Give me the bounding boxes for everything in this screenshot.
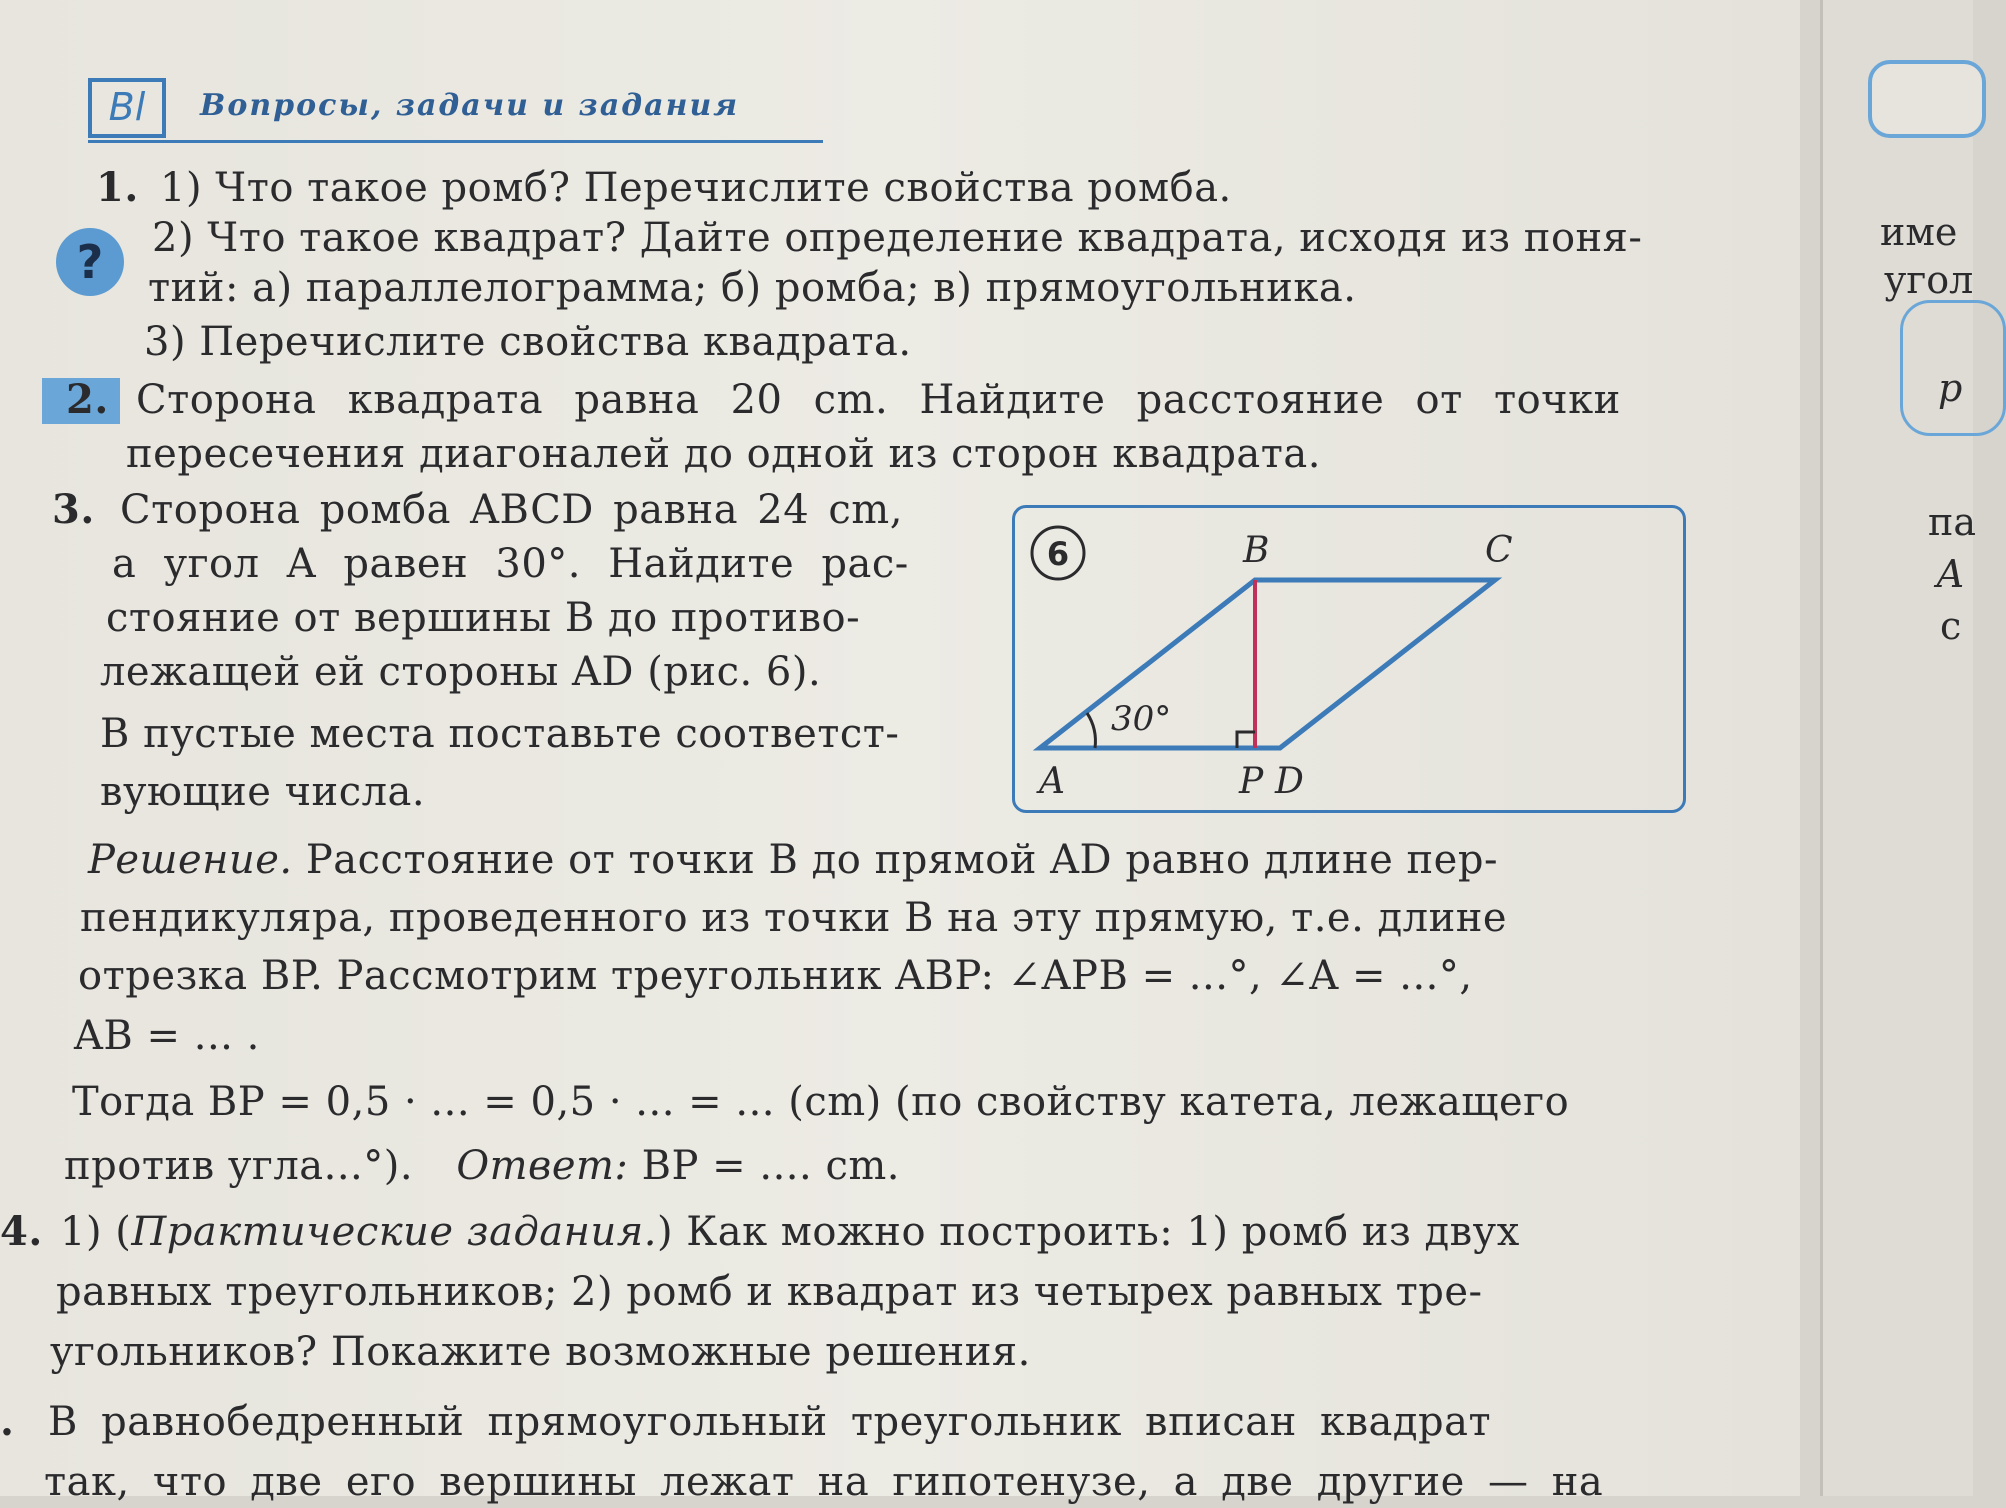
q3-line4: лежащей ей стороны AD (рис. 6).	[100, 649, 822, 695]
q1-line2: 2) Что такое квадрат? Дайте определение квадрата, исходя из поня-	[152, 215, 1643, 261]
solution-line1	[88, 834, 1498, 886]
rhombus-outline	[1040, 580, 1495, 748]
figure-number: 6	[1046, 535, 1070, 573]
right-text-2: угол	[1884, 258, 1974, 302]
q4-practical-label: Практические задания.	[131, 1209, 657, 1255]
answer-label: Ответ:	[456, 1143, 629, 1189]
vertex-b: B	[1243, 530, 1270, 571]
solution-line3: отрезка BP. Рассмотрим треугольник ABP: ∠APB = ...°, ∠A = ...°,	[78, 953, 1473, 999]
q4-line2: равных треугольников; 2) ромб и квадрат из четырех равных тре-	[56, 1269, 1483, 1315]
right-page-tab	[1868, 60, 1986, 138]
q5-line1: В равнобедренный прямоугольный треугольник вписан квадрат	[48, 1399, 1492, 1445]
vertex-c: C	[1485, 530, 1513, 571]
q3-line1: Сторона ромба ABCD равна 24 cm,	[120, 487, 903, 533]
section-title: Вопросы, задачи и задания	[200, 88, 740, 123]
solution-line2: пендикуляра, проведенного из точки B на эту прямую, т.е. длине	[80, 895, 1508, 941]
q3-number: 3.	[52, 486, 95, 533]
solution-text1: Расстояние от точки B до прямой AD равно длине пер-	[305, 837, 1498, 883]
vertex-d: D	[1275, 761, 1304, 802]
angle-arc	[1087, 713, 1095, 748]
point-p: P	[1239, 761, 1264, 802]
q3-line3: стояние от вершины B до противо-	[106, 595, 861, 641]
q3-line5: В пустые места поставьте соответст-	[100, 711, 900, 757]
rhombus-diagram	[1015, 508, 1689, 816]
q5-line2: так, что две его вершины лежат на гипотенузе, а две другие — на	[44, 1459, 1604, 1505]
q5-number: .	[0, 1398, 15, 1445]
q4-line1-end: ) Как можно построить: 1) ромб из двух	[656, 1209, 1520, 1255]
q4-number: 4.	[0, 1208, 43, 1255]
right-text-3: р	[1938, 366, 1963, 410]
q2-line1: Сторона квадрата равна 20 cm. Найдите расстояние от точки	[136, 377, 1621, 423]
q2-number: 2.	[66, 376, 109, 423]
right-text-1: име	[1880, 210, 1958, 254]
answer-text: BP = .... cm.	[641, 1143, 900, 1189]
q1-line1: 1) Что такое ромб? Перечислите свойства ромба.	[160, 165, 1232, 211]
q4-line1	[60, 1206, 1520, 1258]
figure-6	[1012, 505, 1686, 813]
solution-line4: AB = ... .	[74, 1013, 260, 1059]
question-badge: ?	[56, 228, 124, 296]
solution-text6a: против угла...°).	[64, 1143, 414, 1189]
vertex-a: A	[1039, 761, 1065, 802]
q4-line3: угольников? Покажите возможные решения.	[50, 1329, 1031, 1375]
right-text-4: па	[1928, 500, 1976, 544]
solution-line6	[64, 1140, 900, 1192]
section-header	[88, 70, 823, 143]
q1-line3: тий: а) параллелограмма; б) ромба; в) прямоугольника.	[148, 265, 1357, 311]
solution-line5: Тогда BP = 0,5 · ... = 0,5 · ... = ... (cm) (по свойству катета, лежащего	[72, 1079, 1570, 1125]
angle-label: 30°	[1111, 699, 1172, 739]
right-text-5: А	[1936, 552, 1965, 596]
q3-line2: а угол A равен 30°. Найдите рас-	[112, 541, 909, 587]
solution-label: Решение.	[88, 837, 293, 883]
q3-line6: вующие числа.	[100, 769, 426, 815]
right-text-6: с	[1940, 604, 1962, 648]
q1-number: 1.	[96, 164, 139, 211]
q2-line2: пересечения диагоналей до одной из сторон квадрата.	[126, 431, 1321, 477]
section-icon: Bl	[88, 78, 166, 138]
q1-line4: 3) Перечислите свойства квадрата.	[144, 319, 912, 365]
q4-line1-start: 1) (	[60, 1209, 132, 1255]
